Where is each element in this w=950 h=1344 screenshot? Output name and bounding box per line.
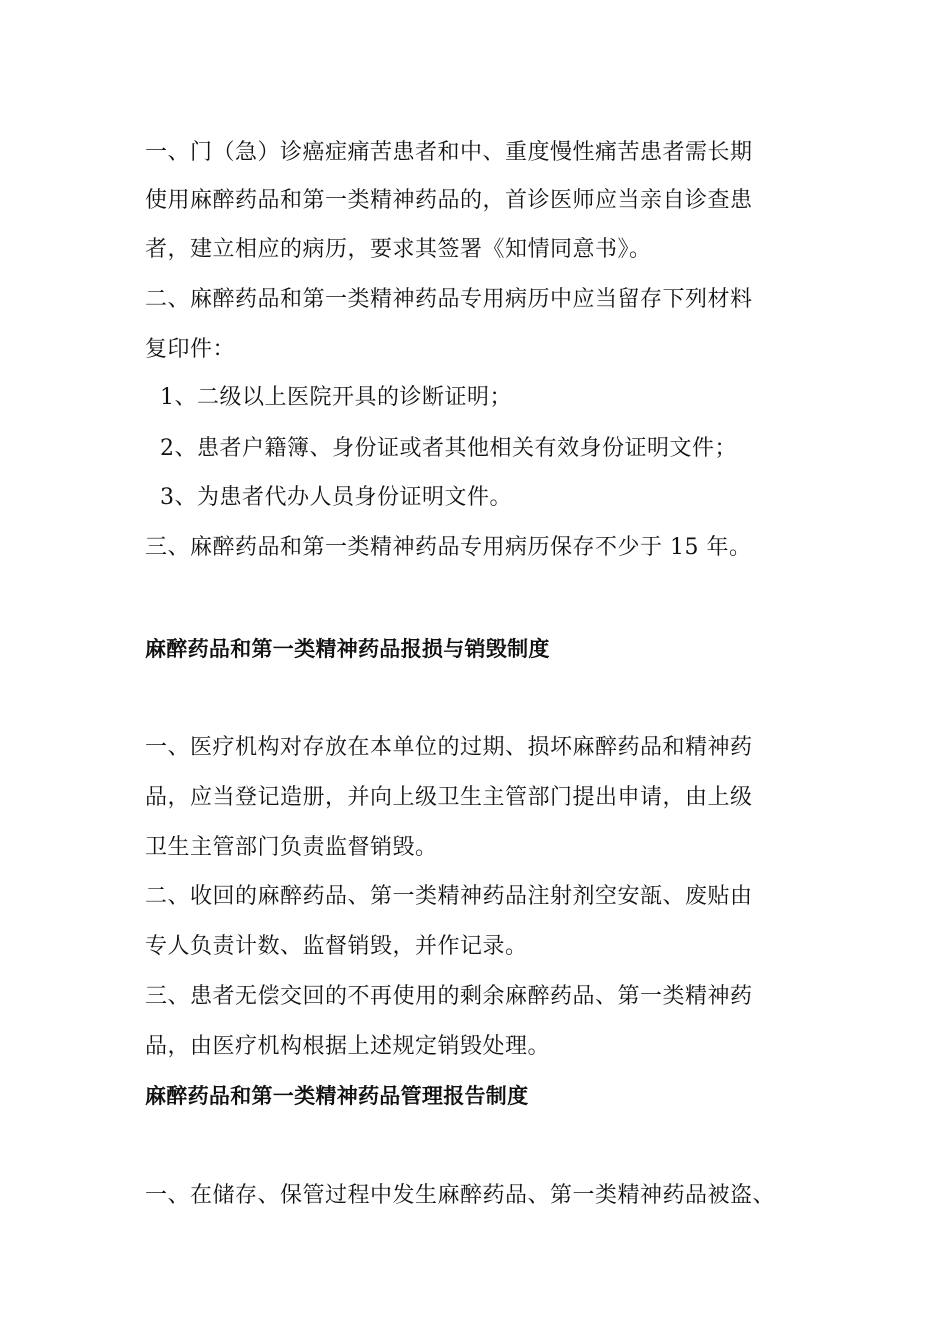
s1-para1-line3: 者，建立相应的病历，要求其签署《知情同意书》。	[145, 237, 652, 262]
s1-para1-line1: 一、门（急）诊癌症痛苦患者和中、重度慢性痛苦患者需长期	[145, 140, 753, 165]
s3-para1-line1: 一、在储存、保管过程中发生麻醉药品、第一类精神药品被盗、	[145, 1183, 776, 1208]
s1-para3: 三、麻醉药品和第一类精神药品专用病历保存不少于 15 年。	[145, 535, 752, 560]
s1-list-item-2: 2、患者户籍簿、身份证或者其他相关有效身份证明文件；	[160, 436, 737, 461]
s2-para2-line2: 专人负责计数、监督销毁，并作记录。	[145, 934, 528, 959]
s2-para2-line1: 二、收回的麻醉药品、第一类精神药品注射剂空安瓿、废贴由	[145, 884, 753, 909]
section3-heading: 麻醉药品和第一类精神药品管理报告制度	[145, 1084, 529, 1108]
s2-para1-line3: 卫生主管部门负责监督销毁。	[145, 835, 438, 860]
s2-para3-line2: 品，由医疗机构根据上述规定销毁处理。	[145, 1034, 551, 1059]
section2-heading: 麻醉药品和第一类精神药品报损与销毁制度	[145, 637, 550, 661]
s1-para2-line2: 复印件：	[145, 337, 236, 362]
s1-para2-line1: 二、麻醉药品和第一类精神药品专用病历中应当留存下列材料	[145, 287, 753, 312]
s1-list-item-3: 3、为患者代办人员身份证明文件。	[160, 485, 512, 510]
s2-para3-line1: 三、患者无偿交回的不再使用的剩余麻醉药品、第一类精神药	[145, 984, 753, 1009]
s2-para1-line2: 品，应当登记造册，并向上级卫生主管部门提出申请，由上级	[145, 785, 753, 810]
s2-para1-line1: 一、医疗机构对存放在本单位的过期、损坏麻醉药品和精神药	[145, 735, 753, 760]
s1-list-item-1: 1、二级以上医院开具的诊断证明；	[160, 385, 512, 410]
s1-para1-line2: 使用麻醉药品和第一类精神药品的，首诊医师应当亲自诊查患	[145, 188, 753, 213]
